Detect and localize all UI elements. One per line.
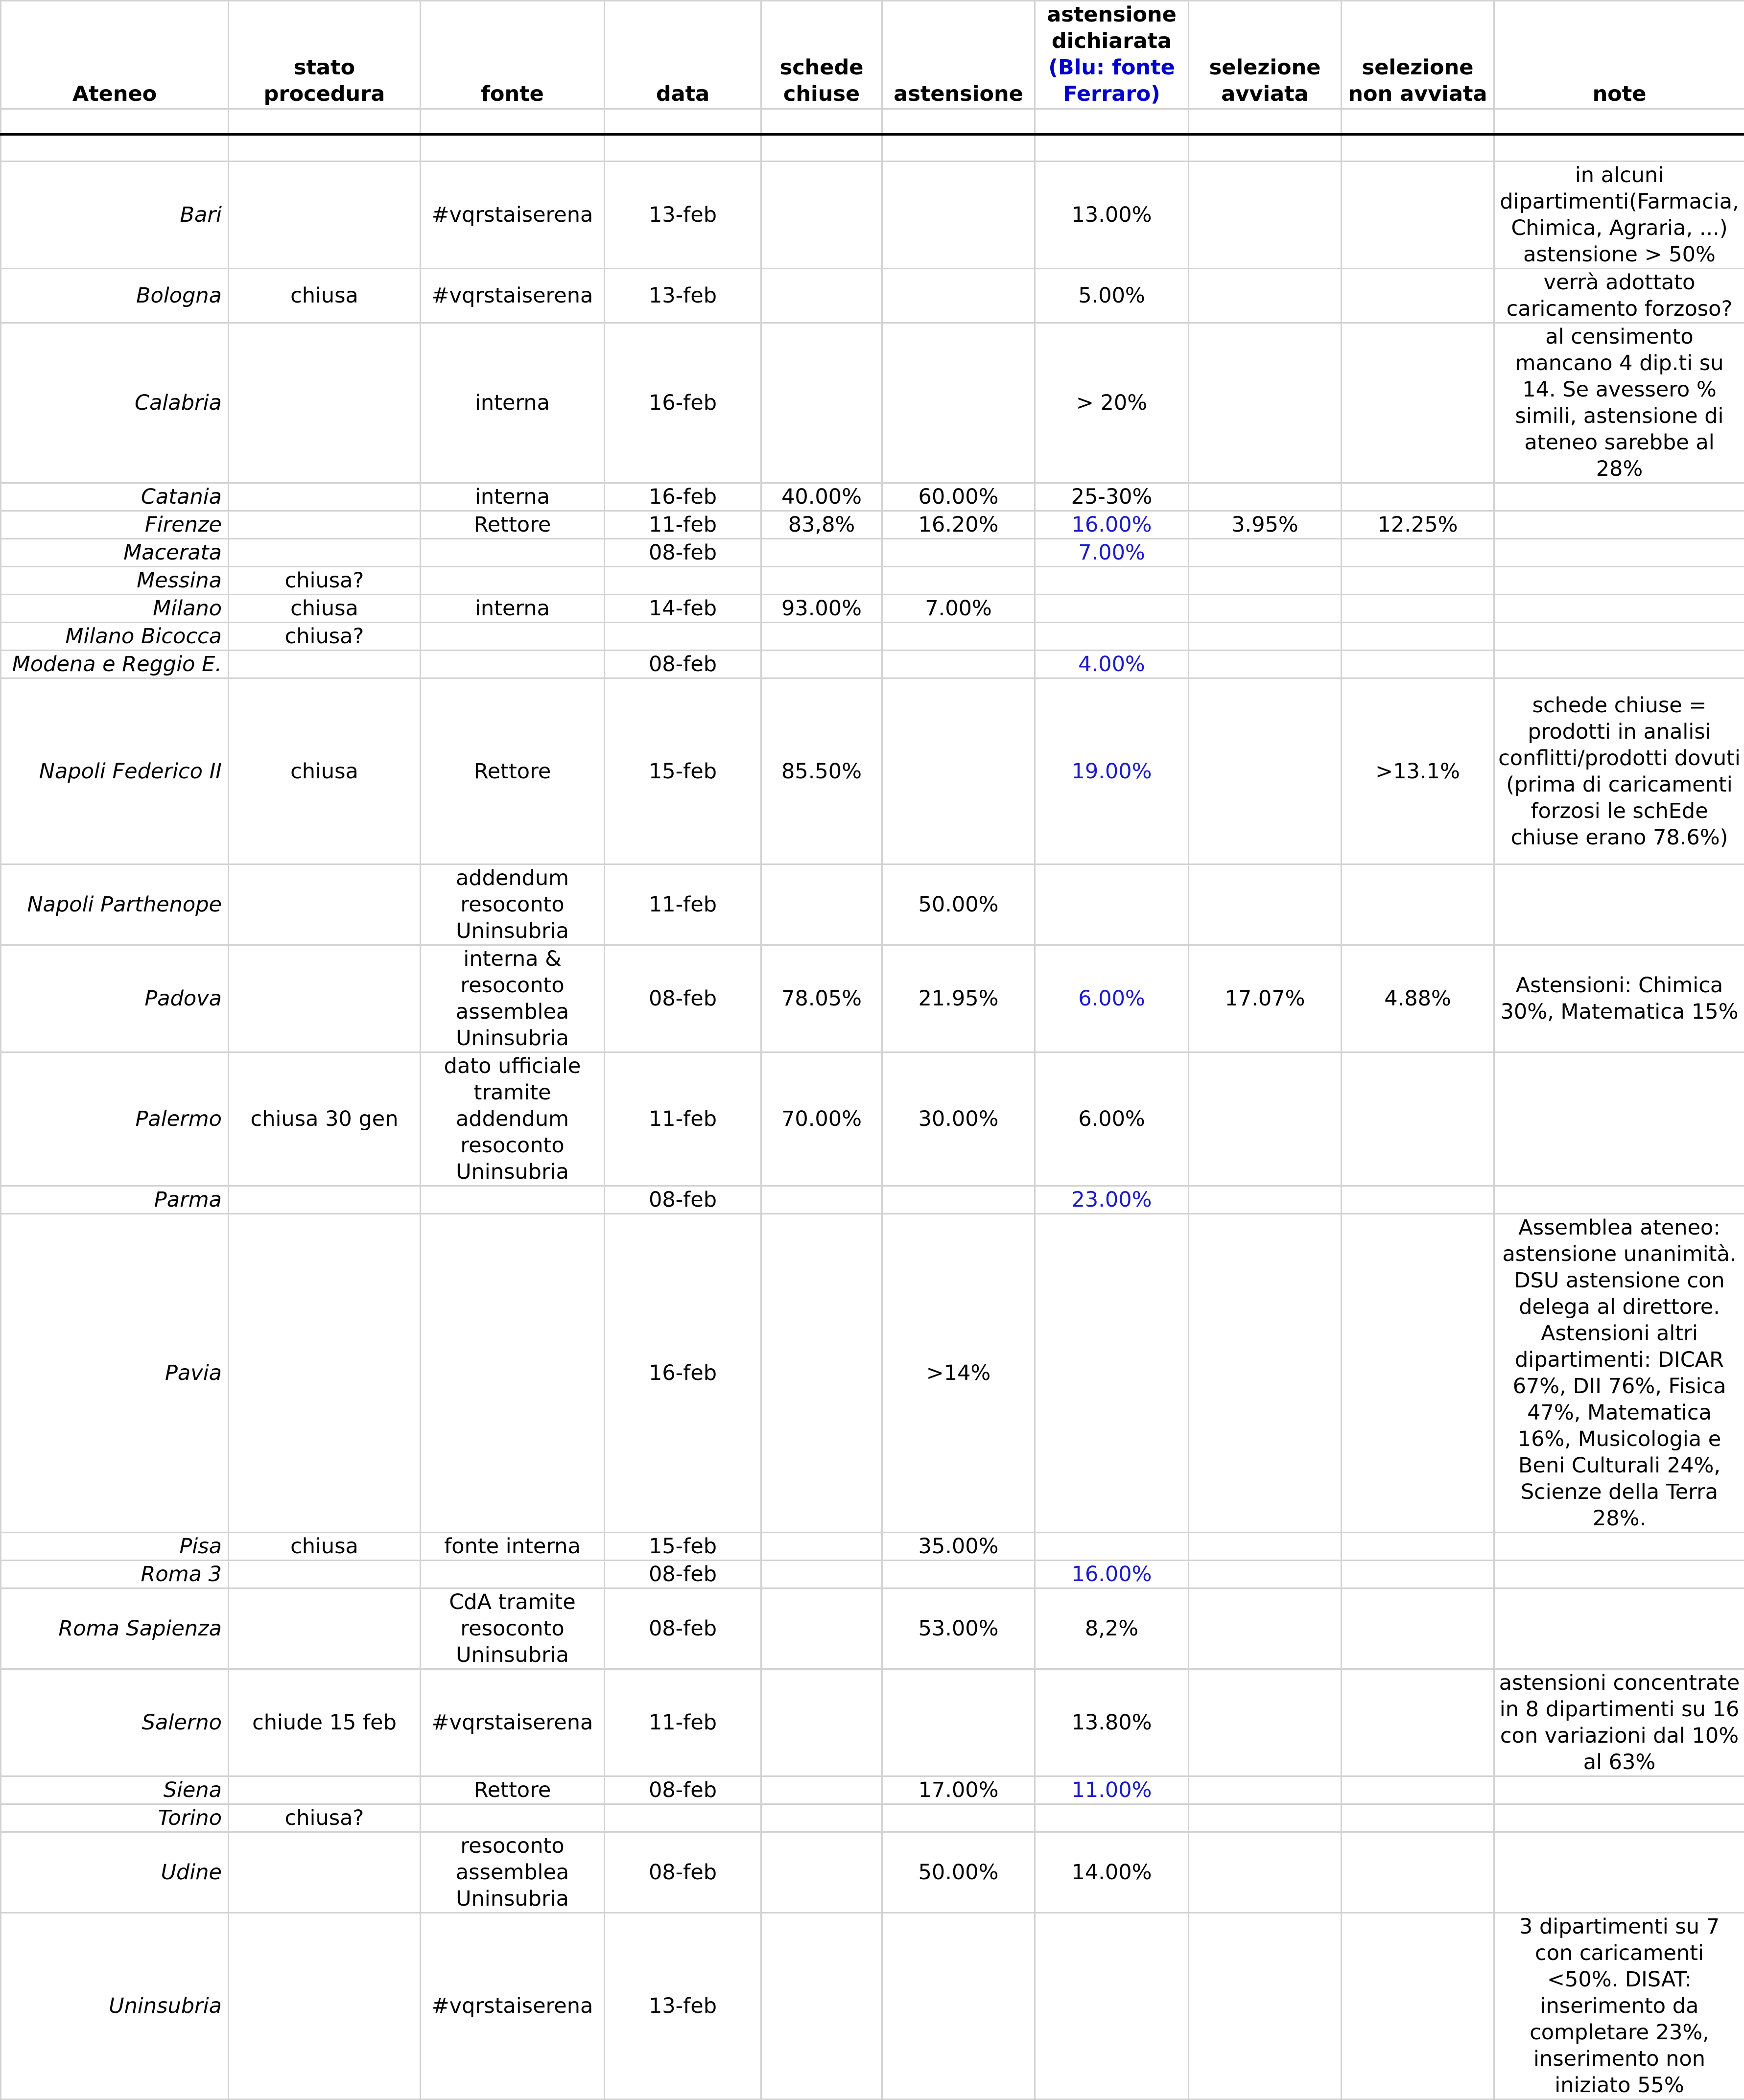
cell-stato-procedura[interactable] <box>229 323 421 483</box>
cell-selezione-non-avviata[interactable] <box>1342 1913 1494 2100</box>
cell-astensione[interactable]: 60.00% <box>882 483 1035 511</box>
cell-astensione-dichiarata[interactable]: 7.00% <box>1035 539 1189 567</box>
cell-note[interactable]: Assemblea ateneo: astensione unanimità. DSU astensione con delega al direttore. Astensioni altri dipartimenti: DICAR 67%, DII 76%, Fisica 47%, Matematica 16%, Musicologia e Beni Culturali 24%, Scienze della Terra 28%. <box>1494 1214 1744 1533</box>
table-row <box>1 323 1744 483</box>
cell-stato-procedura[interactable]: chiude 15 feb <box>229 1669 421 1776</box>
cell-stato-procedura[interactable]: chiusa <box>229 678 421 864</box>
header-selezione-avviata[interactable]: selezione avviata <box>1189 1 1342 109</box>
cell-ateneo[interactable]: Siena <box>1 1776 229 1804</box>
cell-note[interactable] <box>1494 483 1744 511</box>
cell-ateneo[interactable]: Catania <box>1 483 229 511</box>
table-row <box>1 567 1744 595</box>
cell-stato-procedura[interactable] <box>229 1913 421 2100</box>
cell-astensione-dichiarata[interactable]: 8,2% <box>1035 1588 1189 1669</box>
cell-selezione-non-avviata[interactable] <box>1342 1052 1494 1186</box>
cell-selezione-avviata[interactable] <box>1189 162 1342 269</box>
cell-fonte[interactable]: interna <box>421 323 605 483</box>
cell-ateneo[interactable]: Macerata <box>1 539 229 567</box>
table-row <box>1 269 1744 323</box>
cell-selezione-non-avviata[interactable] <box>1342 1804 1494 1832</box>
cell-astensione[interactable]: >14% <box>882 1214 1035 1533</box>
cell-selezione-avviata[interactable] <box>1189 1804 1342 1832</box>
cell-stato-procedura[interactable] <box>229 945 421 1052</box>
table-row <box>1 483 1744 511</box>
cell-note[interactable] <box>1494 1052 1744 1186</box>
cell-astensione-dichiarata[interactable] <box>1035 595 1189 623</box>
cell-stato-procedura[interactable] <box>229 1776 421 1804</box>
cell-ateneo[interactable]: Firenze <box>1 511 229 539</box>
cell-astensione[interactable]: 30.00% <box>882 1052 1035 1186</box>
cell-ateneo[interactable]: Napoli Parthenope <box>1 864 229 945</box>
cell-ateneo[interactable]: Calabria <box>1 323 229 483</box>
cell-fonte[interactable] <box>421 1561 605 1588</box>
cell-ateneo[interactable]: Padova <box>1 945 229 1052</box>
cell-astensione-dichiarata[interactable] <box>1035 567 1189 595</box>
cell-selezione-avviata[interactable] <box>1189 864 1342 945</box>
cell-selezione-avviata[interactable] <box>1189 539 1342 567</box>
header-ateneo[interactable]: Ateneo <box>1 1 229 109</box>
cell-astensione[interactable] <box>882 567 1035 595</box>
table-row <box>1 1832 1744 1913</box>
cell-astensione-dichiarata[interactable]: 16.00% <box>1035 1561 1189 1588</box>
cell-selezione-avviata[interactable] <box>1189 269 1342 323</box>
cell-schede-chiuse[interactable] <box>761 1533 882 1561</box>
cell-selezione-non-avviata[interactable] <box>1342 1561 1494 1588</box>
cell-astensione[interactable]: 35.00% <box>882 1533 1035 1561</box>
cell-ateneo[interactable]: Pisa <box>1 1533 229 1561</box>
cell-astensione-dichiarata[interactable]: 23.00% <box>1035 1186 1189 1214</box>
cell-selezione-avviata[interactable] <box>1189 1588 1342 1669</box>
cell-ateneo[interactable]: Uninsubria <box>1 1913 229 2100</box>
cell-selezione-avviata[interactable] <box>1189 567 1342 595</box>
cell-astensione-dichiarata[interactable]: 5.00% <box>1035 269 1189 323</box>
cell-astensione[interactable]: 16.20% <box>882 511 1035 539</box>
cell-astensione-dichiarata[interactable]: 6.00% <box>1035 1052 1189 1186</box>
cell-schede-chiuse[interactable] <box>761 269 882 323</box>
cell-data[interactable]: 08-feb <box>605 1186 761 1214</box>
table-row <box>1 1214 1744 1533</box>
header-selezione-non-avviata[interactable]: selezione non avviata <box>1342 1 1494 109</box>
cell-data[interactable]: 08-feb <box>605 1561 761 1588</box>
cell-note[interactable] <box>1494 651 1744 678</box>
cell-selezione-avviata[interactable] <box>1189 1186 1342 1214</box>
table-row <box>1 511 1744 539</box>
cell-astensione[interactable]: 50.00% <box>882 864 1035 945</box>
table-row <box>1 1588 1744 1669</box>
cell-fonte[interactable] <box>421 1186 605 1214</box>
cell-astensione[interactable] <box>882 623 1035 651</box>
cell-selezione-avviata[interactable] <box>1189 1776 1342 1804</box>
cell-ateneo[interactable]: Messina <box>1 567 229 595</box>
cell-fonte[interactable]: interna <box>421 595 605 623</box>
cell-selezione-non-avviata[interactable] <box>1342 1669 1494 1776</box>
table-row <box>1 945 1744 1052</box>
cell-data[interactable]: 08-feb <box>605 651 761 678</box>
cell-selezione-non-avviata[interactable]: 12.25% <box>1342 511 1494 539</box>
table-row <box>1 1186 1744 1214</box>
cell-fonte[interactable]: addendum resoconto Uninsubria <box>421 864 605 945</box>
cell-astensione[interactable] <box>882 269 1035 323</box>
cell-astensione[interactable] <box>882 678 1035 864</box>
cell-selezione-non-avviata[interactable] <box>1342 1776 1494 1804</box>
cell-fonte[interactable] <box>421 623 605 651</box>
cell-selezione-non-avviata[interactable]: 4.88% <box>1342 945 1494 1052</box>
table-row <box>1 1561 1744 1588</box>
cell-astensione[interactable] <box>882 1669 1035 1776</box>
cell-note[interactable]: in alcuni dipartimenti(Farmacia, Chimica, Agraria, ...) astensione > 50% <box>1494 162 1744 269</box>
cell-schede-chiuse[interactable] <box>761 1913 882 2100</box>
cell-astensione-dichiarata[interactable]: 13.80% <box>1035 1669 1189 1776</box>
cell-stato-procedura[interactable]: chiusa? <box>229 1804 421 1832</box>
table-row <box>1 1533 1744 1561</box>
cell-schede-chiuse[interactable] <box>761 1561 882 1588</box>
cell-data[interactable]: 16-feb <box>605 483 761 511</box>
cell-note[interactable] <box>1494 539 1744 567</box>
cell-fonte[interactable]: dato ufficiale tramite addendum resoconto Uninsubria <box>421 1052 605 1186</box>
cell-fonte[interactable]: Rettore <box>421 1776 605 1804</box>
cell-astensione[interactable]: 17.00% <box>882 1776 1035 1804</box>
header-blue-legend: (Blu: fonte Ferraro) <box>1048 55 1175 106</box>
table-row <box>1 162 1744 269</box>
cell-stato-procedura[interactable] <box>229 1214 421 1533</box>
cell-data[interactable]: 13-feb <box>605 162 761 269</box>
cell-selezione-non-avviata[interactable] <box>1342 162 1494 269</box>
cell-data[interactable]: 15-feb <box>605 678 761 864</box>
cell-astensione-dichiarata[interactable]: > 20% <box>1035 323 1189 483</box>
cell-astensione-dichiarata[interactable] <box>1035 864 1189 945</box>
cell-note[interactable] <box>1494 864 1744 945</box>
cell-astensione[interactable] <box>882 323 1035 483</box>
cell-selezione-avviata[interactable] <box>1189 1052 1342 1186</box>
cell-selezione-non-avviata[interactable] <box>1342 323 1494 483</box>
table-row <box>1 539 1744 567</box>
cell-data[interactable]: 13-feb <box>605 1913 761 2100</box>
cell-selezione-non-avviata[interactable] <box>1342 623 1494 651</box>
cell-note[interactable] <box>1494 1776 1744 1804</box>
cell-stato-procedura[interactable] <box>229 1588 421 1669</box>
cell-selezione-avviata[interactable] <box>1189 1669 1342 1776</box>
cell-data[interactable]: 11-feb <box>605 864 761 945</box>
header-astensione-dichiarata[interactable] <box>1035 1 1189 109</box>
table-row <box>1 1804 1744 1832</box>
cell-schede-chiuse[interactable] <box>761 1804 882 1832</box>
cell-selezione-avviata[interactable] <box>1189 1913 1342 2100</box>
cell-astensione-dichiarata[interactable] <box>1035 1913 1189 2100</box>
cell-astensione-dichiarata[interactable]: 6.00% <box>1035 945 1189 1052</box>
cell-astensione[interactable]: 50.00% <box>882 1832 1035 1913</box>
table-row <box>1 1913 1744 2100</box>
cell-data[interactable] <box>605 1804 761 1832</box>
header-stato-procedura[interactable]: stato procedura <box>229 1 421 109</box>
cell-ateneo[interactable]: Pavia <box>1 1214 229 1533</box>
cell-schede-chiuse[interactable]: 40.00% <box>761 483 882 511</box>
cell-astensione-dichiarata[interactable] <box>1035 1214 1189 1533</box>
cell-selezione-non-avviata[interactable] <box>1342 483 1494 511</box>
cell-selezione-non-avviata[interactable] <box>1342 539 1494 567</box>
cell-ateneo[interactable]: Udine <box>1 1832 229 1913</box>
cell-selezione-non-avviata[interactable] <box>1342 651 1494 678</box>
cell-selezione-avviata[interactable] <box>1189 623 1342 651</box>
table-row <box>1 595 1744 623</box>
cell-astensione[interactable]: 7.00% <box>882 595 1035 623</box>
cell-note[interactable]: astensioni concentrate in 8 dipartimenti su 16 con variazioni dal 10% al 63% <box>1494 1669 1744 1776</box>
cell-fonte[interactable]: #vqrstaiserena <box>421 1913 605 2100</box>
cell-selezione-non-avviata[interactable] <box>1342 1533 1494 1561</box>
cell-astensione-dichiarata[interactable]: 16.00% <box>1035 511 1189 539</box>
cell-ateneo[interactable]: Roma Sapienza <box>1 1588 229 1669</box>
cell-data[interactable] <box>605 623 761 651</box>
header-row <box>1 1 1744 109</box>
cell-fonte[interactable] <box>421 1804 605 1832</box>
cell-selezione-avviata[interactable]: 17.07% <box>1189 945 1342 1052</box>
cell-selezione-non-avviata[interactable]: >13.1% <box>1342 678 1494 864</box>
cell-ateneo[interactable]: Roma 3 <box>1 1561 229 1588</box>
cell-data[interactable]: 11-feb <box>605 511 761 539</box>
cell-note[interactable]: al censimento mancano 4 dip.ti su 14. Se avessero % simili, astensione di ateneo sarebbe al 28% <box>1494 323 1744 483</box>
cell-fonte[interactable] <box>421 539 605 567</box>
cell-note[interactable] <box>1494 1533 1744 1561</box>
cell-ateneo[interactable]: Salerno <box>1 1669 229 1776</box>
cell-schede-chiuse[interactable] <box>761 1186 882 1214</box>
cell-astensione[interactable] <box>882 1561 1035 1588</box>
cell-data[interactable]: 11-feb <box>605 1669 761 1776</box>
cell-data[interactable]: 16-feb <box>605 1214 761 1533</box>
cell-selezione-avviata[interactable] <box>1189 651 1342 678</box>
cell-selezione-non-avviata[interactable] <box>1342 1588 1494 1669</box>
cell-fonte[interactable]: #vqrstaiserena <box>421 269 605 323</box>
cell-stato-procedura[interactable]: chiusa? <box>229 623 421 651</box>
cell-data[interactable] <box>605 567 761 595</box>
cell-ateneo[interactable]: Milano Bicocca <box>1 623 229 651</box>
cell-stato-procedura[interactable] <box>229 511 421 539</box>
cell-note[interactable] <box>1494 595 1744 623</box>
cell-ateneo[interactable]: Palermo <box>1 1052 229 1186</box>
cell-data[interactable]: 13-feb <box>605 269 761 323</box>
cell-astensione-dichiarata[interactable] <box>1035 623 1189 651</box>
cell-schede-chiuse[interactable] <box>761 162 882 269</box>
header-astensione-dichiarata-label: astensione dichiarata <box>1047 2 1177 53</box>
cell-selezione-non-avviata[interactable] <box>1342 1214 1494 1533</box>
cell-ateneo[interactable]: Torino <box>1 1804 229 1832</box>
cell-astensione-dichiarata[interactable]: 14.00% <box>1035 1832 1189 1913</box>
cell-ateneo[interactable]: Bologna <box>1 269 229 323</box>
cell-note[interactable]: verrà adottato caricamento forzoso? <box>1494 269 1744 323</box>
cell-stato-procedura[interactable]: chiusa 30 gen <box>229 1052 421 1186</box>
cell-stato-procedura[interactable]: chiusa <box>229 595 421 623</box>
cell-selezione-non-avviata[interactable] <box>1342 567 1494 595</box>
cell-data[interactable]: 11-feb <box>605 1052 761 1186</box>
header-astensione[interactable]: astensione <box>882 1 1035 109</box>
table-row <box>1 623 1744 651</box>
cell-astensione[interactable]: 53.00% <box>882 1588 1035 1669</box>
cell-astensione[interactable] <box>882 1186 1035 1214</box>
cell-schede-chiuse[interactable] <box>761 323 882 483</box>
cell-schede-chiuse[interactable] <box>761 623 882 651</box>
cell-fonte[interactable]: interna <box>421 483 605 511</box>
cell-data[interactable]: 16-feb <box>605 323 761 483</box>
cell-schede-chiuse[interactable]: 85.50% <box>761 678 882 864</box>
spacer-row <box>1 109 1744 135</box>
cell-schede-chiuse[interactable]: 93.00% <box>761 595 882 623</box>
cell-stato-procedura[interactable] <box>229 651 421 678</box>
cell-note[interactable] <box>1494 1588 1744 1669</box>
cell-astensione-dichiarata[interactable]: 11.00% <box>1035 1776 1189 1804</box>
cell-astensione-dichiarata[interactable] <box>1035 1533 1189 1561</box>
cell-astensione-dichiarata[interactable]: 19.00% <box>1035 678 1189 864</box>
table-row <box>1 678 1744 864</box>
cell-astensione-dichiarata[interactable]: 25-30% <box>1035 483 1189 511</box>
cell-schede-chiuse[interactable] <box>761 1214 882 1533</box>
cell-selezione-non-avviata[interactable] <box>1342 864 1494 945</box>
header-data[interactable]: data <box>605 1 761 109</box>
cell-schede-chiuse[interactable] <box>761 1776 882 1804</box>
cell-fonte[interactable]: CdA tramite resoconto Uninsubria <box>421 1588 605 1669</box>
table-row <box>1 1052 1744 1186</box>
cell-selezione-non-avviata[interactable] <box>1342 595 1494 623</box>
cell-astensione[interactable] <box>882 1913 1035 2100</box>
cell-note[interactable] <box>1494 1832 1744 1913</box>
cell-schede-chiuse[interactable] <box>761 1669 882 1776</box>
cell-fonte[interactable]: Rettore <box>421 678 605 864</box>
cell-schede-chiuse[interactable]: 83,8% <box>761 511 882 539</box>
cell-selezione-non-avviata[interactable] <box>1342 1832 1494 1913</box>
cell-note[interactable] <box>1494 1186 1744 1214</box>
cell-astensione[interactable] <box>882 162 1035 269</box>
spacer-row <box>1 135 1744 162</box>
cell-data[interactable]: 08-feb <box>605 539 761 567</box>
cell-fonte[interactable]: resoconto assemblea Uninsubria <box>421 1832 605 1913</box>
cell-ateneo[interactable]: Bari <box>1 162 229 269</box>
cell-selezione-avviata[interactable] <box>1189 483 1342 511</box>
cell-schede-chiuse[interactable] <box>761 1588 882 1669</box>
cell-selezione-avviata[interactable]: 3.95% <box>1189 511 1342 539</box>
cell-selezione-avviata[interactable] <box>1189 1832 1342 1913</box>
cell-stato-procedura[interactable]: chiusa <box>229 1533 421 1561</box>
cell-stato-procedura[interactable] <box>229 864 421 945</box>
header-schede-chiuse[interactable]: schede chiuse <box>761 1 882 109</box>
cell-ateneo[interactable]: Milano <box>1 595 229 623</box>
cell-schede-chiuse[interactable] <box>761 539 882 567</box>
cell-selezione-avviata[interactable] <box>1189 323 1342 483</box>
cell-stato-procedura[interactable] <box>229 1832 421 1913</box>
cell-schede-chiuse[interactable]: 70.00% <box>761 1052 882 1186</box>
cell-data[interactable]: 14-feb <box>605 595 761 623</box>
cell-fonte[interactable]: fonte interna <box>421 1533 605 1561</box>
cell-stato-procedura[interactable] <box>229 1186 421 1214</box>
cell-stato-procedura[interactable]: chiusa? <box>229 567 421 595</box>
cell-selezione-avviata[interactable] <box>1189 1214 1342 1533</box>
cell-note[interactable] <box>1494 623 1744 651</box>
cell-stato-procedura[interactable] <box>229 539 421 567</box>
cell-note[interactable] <box>1494 567 1744 595</box>
table-row <box>1 651 1744 678</box>
cell-note[interactable]: schede chiuse = prodotti in analisi conflitti/prodotti dovuti (prima di caricamenti forzosi le schEde chiuse erano 78.6%) <box>1494 678 1744 864</box>
cell-fonte[interactable]: Rettore <box>421 511 605 539</box>
header-note[interactable]: note <box>1494 1 1744 109</box>
cell-astensione[interactable]: 21.95% <box>882 945 1035 1052</box>
cell-ateneo[interactable]: Napoli Federico II <box>1 678 229 864</box>
cell-astensione[interactable] <box>882 539 1035 567</box>
cell-schede-chiuse[interactable]: 78.05% <box>761 945 882 1052</box>
cell-schede-chiuse[interactable] <box>761 1832 882 1913</box>
cell-astensione-dichiarata[interactable]: 4.00% <box>1035 651 1189 678</box>
cell-fonte[interactable] <box>421 1214 605 1533</box>
cell-data[interactable]: 08-feb <box>605 1776 761 1804</box>
cell-data[interactable]: 08-feb <box>605 1588 761 1669</box>
cell-data[interactable]: 08-feb <box>605 945 761 1052</box>
cell-fonte[interactable]: #vqrstaiserena <box>421 1669 605 1776</box>
cell-selezione-avviata[interactable] <box>1189 1533 1342 1561</box>
cell-stato-procedura[interactable] <box>229 1561 421 1588</box>
cell-note[interactable] <box>1494 1561 1744 1588</box>
cell-astensione-dichiarata[interactable] <box>1035 1804 1189 1832</box>
cell-selezione-non-avviata[interactable] <box>1342 269 1494 323</box>
cell-note[interactable] <box>1494 511 1744 539</box>
table-row <box>1 1776 1744 1804</box>
cell-stato-procedura[interactable] <box>229 162 421 269</box>
cell-schede-chiuse[interactable] <box>761 567 882 595</box>
cell-astensione-dichiarata[interactable]: 13.00% <box>1035 162 1189 269</box>
cell-selezione-avviata[interactable] <box>1189 1561 1342 1588</box>
cell-stato-procedura[interactable] <box>229 483 421 511</box>
cell-fonte[interactable]: interna & resoconto assemblea Uninsubria <box>421 945 605 1052</box>
cell-stato-procedura[interactable]: chiusa <box>229 269 421 323</box>
table-row <box>1 864 1744 945</box>
cell-astensione[interactable] <box>882 651 1035 678</box>
header-fonte[interactable]: fonte <box>421 1 605 109</box>
cell-note[interactable]: 3 dipartimenti su 7 con caricamenti <50%. DISAT: inserimento da completare 23%, inserimento non iniziato 55% <box>1494 1913 1744 2100</box>
cell-selezione-avviata[interactable] <box>1189 678 1342 864</box>
cell-ateneo[interactable]: Parma <box>1 1186 229 1214</box>
cell-note[interactable] <box>1494 1804 1744 1832</box>
cell-selezione-avviata[interactable] <box>1189 595 1342 623</box>
cell-fonte[interactable] <box>421 567 605 595</box>
cell-schede-chiuse[interactable] <box>761 651 882 678</box>
table-body <box>1 109 1744 2100</box>
table-row <box>1 1669 1744 1776</box>
cell-selezione-non-avviata[interactable] <box>1342 1186 1494 1214</box>
cell-note[interactable]: Astensioni: Chimica 30%, Matematica 15% <box>1494 945 1744 1052</box>
cell-schede-chiuse[interactable] <box>761 864 882 945</box>
cell-fonte[interactable]: #vqrstaiserena <box>421 162 605 269</box>
cell-fonte[interactable] <box>421 651 605 678</box>
cell-data[interactable]: 08-feb <box>605 1832 761 1913</box>
cell-astensione[interactable] <box>882 1804 1035 1832</box>
cell-ateneo[interactable]: Modena e Reggio E. <box>1 651 229 678</box>
cell-data[interactable]: 15-feb <box>605 1533 761 1561</box>
